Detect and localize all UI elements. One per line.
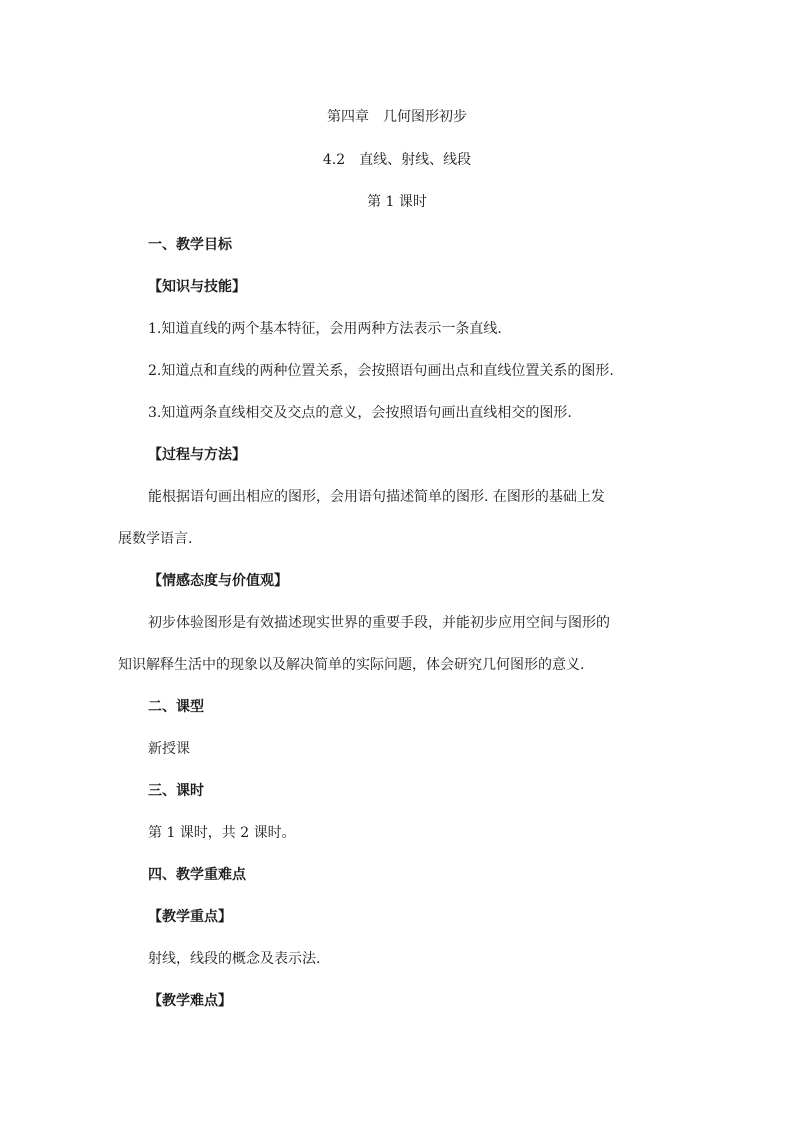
emotion-paragraph-line2: 知识解释生活中的现象以及解决简单的实际问题，体会研究几何图形的意义. (118, 657, 585, 673)
heading-class-hours: 三、课时 (148, 783, 204, 799)
process-paragraph-line1: 能根据语句画出相应的图形，会用语句描述简单的图形. 在图形的基础上发 (148, 489, 605, 505)
heading-lesson-type: 二、课型 (148, 699, 204, 715)
lesson-title: 第 1 课时 (367, 194, 427, 210)
knowledge-item: 1.知道直线的两个基本特征，会用两种方法表示一条直线. (148, 321, 502, 337)
chapter-title: 第四章 几何图形初步 (327, 109, 467, 125)
subheading-process-methods: 【过程与方法】 (148, 447, 246, 463)
heading-key-difficult-points: 四、教学重难点 (148, 867, 246, 883)
class-hours-value: 第 1 课时，共 2 课时。 (148, 825, 296, 841)
process-paragraph-line2: 展数学语言. (118, 531, 193, 547)
lesson-type-value: 新授课 (148, 741, 190, 757)
subheading-knowledge-skills: 【知识与技能】 (148, 279, 246, 295)
subheading-emotion-values: 【情感态度与价值观】 (148, 573, 288, 589)
subheading-key-points: 【教学重点】 (148, 909, 232, 925)
subheading-difficult-points: 【教学难点】 (148, 993, 232, 1009)
knowledge-item: 2.知道点和直线的两种位置关系，会按照语句画出点和直线位置关系的图形. (148, 363, 614, 379)
knowledge-item: 3.知道两条直线相交及交点的意义，会按照语句画出直线相交的图形. (148, 405, 572, 421)
key-points-value: 射线，线段的概念及表示法. (148, 951, 321, 967)
emotion-paragraph-line1: 初步体验图形是有效描述现实世界的重要手段，并能初步应用空间与图形的 (148, 615, 610, 631)
heading-teaching-objectives: 一、教学目标 (148, 237, 232, 253)
section-title: 4.2 直线、射线、线段 (322, 152, 472, 168)
